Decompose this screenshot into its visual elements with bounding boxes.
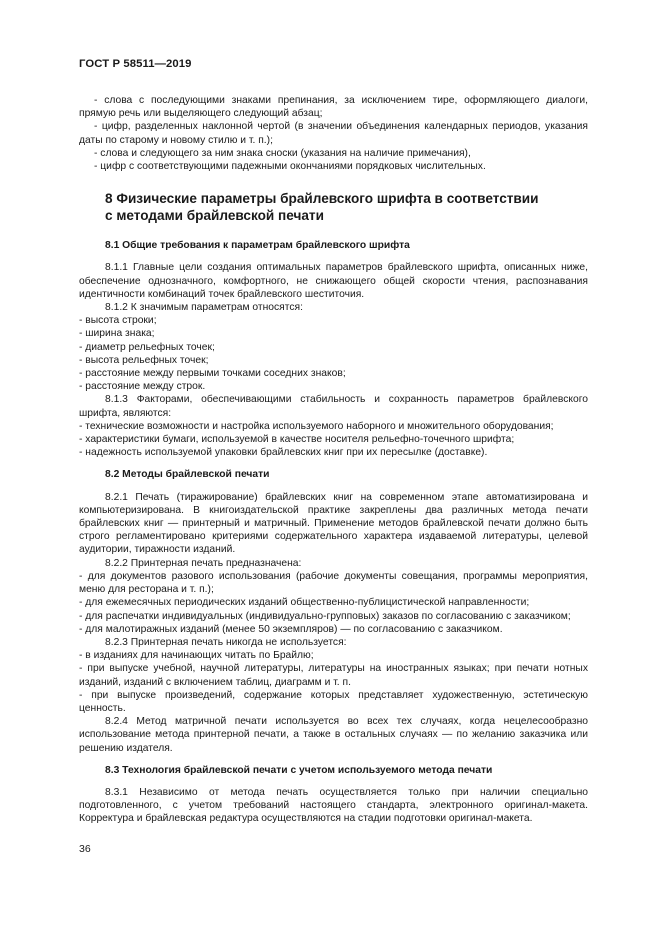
section-8-2-heading: 8.2 Методы брайлевской печати bbox=[105, 469, 270, 481]
section-8-heading bbox=[79, 190, 588, 224]
list-item: - для распечатки индивидуальных (индивидуально-групповых) заказов по согласованию с заказчиком; bbox=[79, 610, 571, 622]
list-item: - надежность используемой упаковки брайлевских книг при их пересылке (доставке). bbox=[79, 447, 488, 459]
list-item: - при выпуске учебной, научной литературы, литературы на иностранных языках; при печати нотных изданий, изданий с включением таблиц, диаграмм и т. п. bbox=[79, 663, 588, 688]
section-8-title-line1: 8 Физические параметры брайлевского шрифта в соответствии bbox=[105, 191, 539, 207]
paragraph-8-2-2: 8.2.2 Принтерная печать предназначена: bbox=[105, 557, 302, 569]
list-item: - ширина знака; bbox=[79, 328, 155, 340]
list-item: - расстояние между первыми точками соседних знаков; bbox=[79, 368, 346, 380]
paragraph-8-3-1: 8.3.1 Независимо от метода печать осуществляется только при наличии специально подготовленного, с учетом требований настоящего стандарта, электронного оригинал-макета. Корректура и брайлевская редактура осуществляются на стадии подготовки оригинал-макета. bbox=[79, 786, 588, 825]
paragraph-8-2-3: 8.2.3 Принтерная печать никогда не используется: bbox=[105, 636, 347, 648]
list-item: - в изданиях для начинающих читать по Брайлю; bbox=[79, 650, 314, 662]
standard-header: ГОСТ Р 58511—2019 bbox=[79, 58, 192, 70]
paragraph-8-1-2: 8.1.2 К значимым параметрам относятся: bbox=[105, 302, 303, 314]
list-item: - расстояние между строк. bbox=[79, 381, 206, 393]
list-item: - слова и следующего за ним знака сноски (указания на наличие примечания), bbox=[94, 147, 471, 159]
list-item: - при выпуске произведений, содержание которых представляет художественную, эстетическую ценность. bbox=[79, 689, 588, 714]
page-number: 36 bbox=[79, 843, 91, 855]
paragraph-8-1-1: 8.1.1 Главные цели создания оптимальных параметров брайлевского шрифта, описанных ниже, обеспечение однозначного, комфортного, не снижающего общей скорости чтения, распознавания идентичности комбинаций точек брайлевского шеститочия. bbox=[79, 262, 588, 300]
paragraph-8-1-3: 8.1.3 Факторами, обеспечивающими стабильность и сохранность параметров брайлевского шрифта, являются: bbox=[79, 394, 588, 419]
list-item: - высота строки; bbox=[79, 315, 157, 327]
page-body bbox=[79, 94, 588, 826]
list-item: - технические возможности и настройка используемого наборного и множительного оборудования; bbox=[79, 420, 554, 432]
section-8-1-heading: 8.1 Общие требования к параметрам брайлевского шрифта bbox=[105, 240, 410, 252]
section-8-3-heading: 8.3 Технология брайлевской печати с учетом используемого метода печати bbox=[105, 764, 493, 776]
list-item: - высота рельефных точек; bbox=[79, 354, 209, 366]
paragraph-8-2-4: 8.2.4 Метод матричной печати используется во всех тех случаях, когда нецелесообразно использование метода принтерной печати, а также в остальных случаях — по желанию заказчика или решению издателя. bbox=[79, 716, 588, 754]
list-item: - для ежемесячных периодических изданий общественно-публицистической направленности; bbox=[79, 597, 530, 609]
list-item: - диаметр рельефных точек; bbox=[79, 341, 215, 353]
list-item: - для малотиражных изданий (менее 50 экземпляров) — по согласованию с заказчиком. bbox=[79, 623, 503, 635]
list-item: - слова с последующими знаками препинания, за исключением тире, оформляющего диалоги, прямую речь или выделяющего следующий абзац; bbox=[79, 95, 588, 120]
list-item: - для документов разового использования (рабочие документы совещания, программы мероприятия, меню для ресторана и т. п.); bbox=[79, 570, 588, 596]
section-8-title-line2: с методами брайлевской печати bbox=[105, 208, 324, 224]
list-item: - цифр с соответствующими падежными окончаниями порядковых числительных. bbox=[94, 161, 486, 173]
list-item: - цифр, разделенных наклонной чертой (в значении объединения календарных периодов, указания даты по старому и новому стилю и т. п.); bbox=[79, 121, 588, 146]
paragraph-8-2-1: 8.2.1 Печать (тиражирование) брайлевских книг на современном этапе автоматизирована и компьютеризирована. В книгоиздательской практике закреплены два различных метода печати брайлевских книг — принтерный и матричный. Применение методов брайлевской печати должно быть строго регламентировано критериями содержательного характера издаваемой литературы, целевой аудитории, тиражности изданий. bbox=[79, 491, 588, 556]
list-item: - характеристики бумаги, используемой в качестве носителя рельефно-точечного шрифта; bbox=[79, 434, 515, 446]
